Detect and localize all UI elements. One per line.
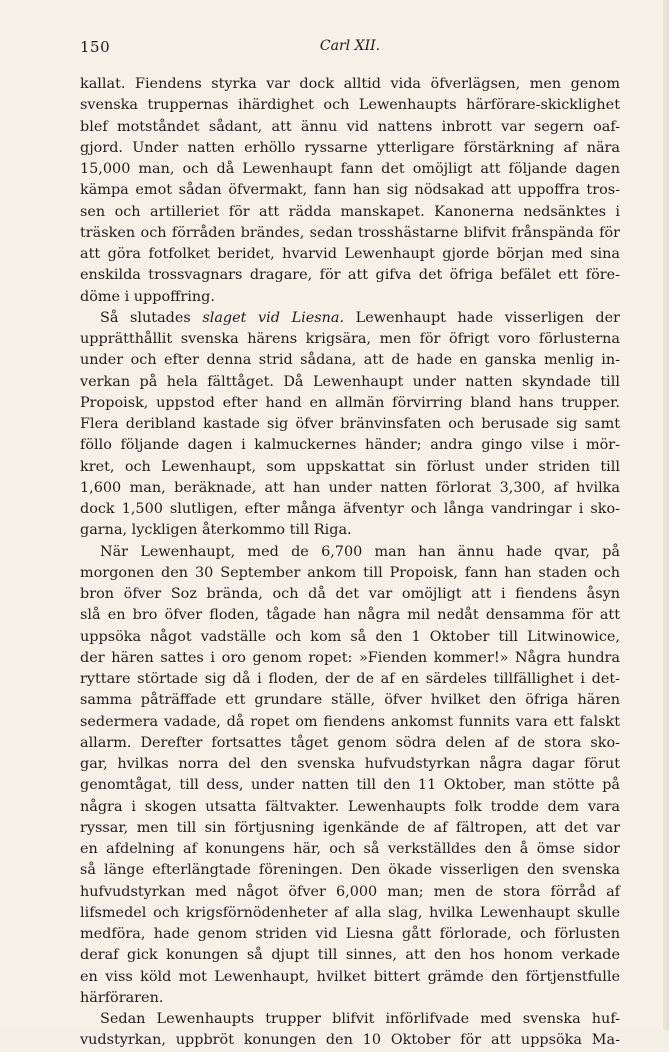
text-line: hufvudstyrkan med något öfver 6,000 man; men de stora förråd af <box>80 883 620 900</box>
body-text <box>80 74 620 1052</box>
text-line: genomtågat, till dess, under natten till den 11 Oktober, man stötte på <box>80 777 620 794</box>
text-line: garna, lyckligen återkommo till Riga. <box>80 522 352 539</box>
text-line: kallat. Fiendens styrka var dock alltid vida öfverlägsen, men genom <box>80 76 620 92</box>
text-line: döme i uppoffring. <box>80 288 215 305</box>
text-line: bron öfver Soz brända, och då det var omöjligt att i fiendens åsyn <box>80 586 620 602</box>
text-line: allarm. Derefter fortsattes tåget genom södra delen af de stora sko- <box>80 734 620 751</box>
text-line: Flera deribland kastade sig öfver bränvinsfaten och berusade sig samt <box>80 416 620 432</box>
text-line: medföra, hade genom striden vid Liesna gått förlorade, och förlusten <box>80 926 620 942</box>
text-line: under och efter denna strid sådana, att de hade en ganska menlig in- <box>80 352 620 369</box>
text-line: ryssar, men till sin förtjusning igenkände de af fältropen, att det var <box>80 819 620 836</box>
text-line: svenska truppernas ihärdighet och Lewenhaupts härförare-skicklighet <box>80 97 620 114</box>
paragraph <box>80 308 620 542</box>
text-line: enskilda trossvagnars dragare, för att gifva det öfriga befälet ett före- <box>80 267 620 284</box>
paragraph <box>80 542 620 1010</box>
text-line: dock 1,500 slutligen, efter många äfventyr och långa vandringar i sko- <box>80 501 620 517</box>
page-header <box>80 38 620 62</box>
text-line: Propoisk, uppstod efter hand en allmän förvirring bland hans trupper. <box>80 394 620 411</box>
text-line: slå en bro öfver floden, tågade han några mil nedåt densamma för att <box>80 607 620 624</box>
text-line: sen och artilleriet för att rädda manskapet. Kanonerna nedsänktes i <box>80 203 620 220</box>
text-line: Så slutades slaget vid Liesna. Lewenhaupt hade visserligen der <box>100 309 620 326</box>
text-line: en viss köld mot Lewenhaupt, hvilket bittert grämde den förtjenstfulle <box>80 968 620 985</box>
paragraph <box>80 74 620 308</box>
text-line: upprätthållit svenska härens krigsära, men för öfrigt voro förlusterna <box>80 331 620 347</box>
text-line: deraf gick konungen så djupt till sinnes, att den hos honom verkade <box>80 947 620 964</box>
text-line: så länge efterlängtade föreningen. Den ökade visserligen den svenska <box>80 862 620 879</box>
text-line: gar, hvilkas norra del den svenska hufvudstyrkan några dagar förut <box>80 756 620 772</box>
paragraph <box>80 1009 620 1052</box>
text-line: uppsöka något vadställe och kom så den 1 Oktober till Litwinowice, <box>80 628 620 645</box>
text-line: härföraren. <box>80 989 164 1006</box>
text-line: lifsmedel och krigsförnödenheter af alla slag, hvilka Lewenhaupt skulle <box>80 904 620 921</box>
text-line: samma påträffade ett grundare ställe, öfver hvilket den öfriga hären <box>80 692 620 709</box>
text-line: morgonen den 30 September ankom till Propoisk, fann han staden och <box>80 564 620 581</box>
text-line: verkan på hela fälttåget. Då Lewenhaupt under natten skyndade till <box>80 373 620 390</box>
page-number: 150 <box>80 38 111 56</box>
text-line: 15,000 man, och då Lewenhaupt fann det omöjligt att följande dagen <box>80 161 620 177</box>
text-line: blef motståndet sådant, att ännu vid nattens inbrott var segern oaf- <box>80 118 620 135</box>
text-line: Sedan Lewenhaupts trupper blifvit införlifvade med svenska huf- <box>100 1011 620 1027</box>
text-line: att göra fotfolket beridet, hvarvid Lewenhaupt gjorde början med sina <box>80 246 620 262</box>
text-line: 1,600 man, beräknade, att han under natten förlorat 3,300, af hvilka <box>80 479 620 496</box>
text-line: När Lewenhaupt, med de 6,700 man han ännu hade qvar, på <box>100 543 620 560</box>
italic-phrase: slaget vid Liesna. <box>202 309 345 326</box>
text-line: kret, och Lewenhaupt, som uppskattat sin förlust under striden till <box>80 458 620 475</box>
running-head: Carl XII. <box>319 38 381 54</box>
text-line: en afdelning af konungens här, och så verkställdes den å ömse sidor <box>80 841 620 857</box>
text-line: föllo följande dagen i kalmuckernes händer; andra gingo vilse i mör- <box>80 437 620 454</box>
text-line: ryttare störtade sig då i floden, der de af en särdeles tillfällighet i det- <box>80 671 620 687</box>
text-line: kämpa emot sådan öfvermakt, fann han sig nödsakad att uppoffra tros- <box>80 182 620 199</box>
text-line: gjord. Under natten erhöllo ryssarne ytterligare förstärkning af nära <box>80 139 620 156</box>
text-line: några i skogen utsatta fältvakter. Lewenhaupts folk trodde dem vara <box>80 798 620 815</box>
text-line: träsken och förråden brändes, sedan trosshästarne blifvit frånspända för <box>80 224 620 241</box>
text-line: der hären sattes i oro genom ropet: »Fienden kommer!» Några hundra <box>80 649 620 666</box>
text-line: sedermera vadade, då ropet om fiendens ankomst funnits vara ett falskt <box>80 713 620 730</box>
text-line: vudstyrkan, uppbröt konungen den 10 Oktober för att uppsöka Ma- <box>80 1032 620 1049</box>
